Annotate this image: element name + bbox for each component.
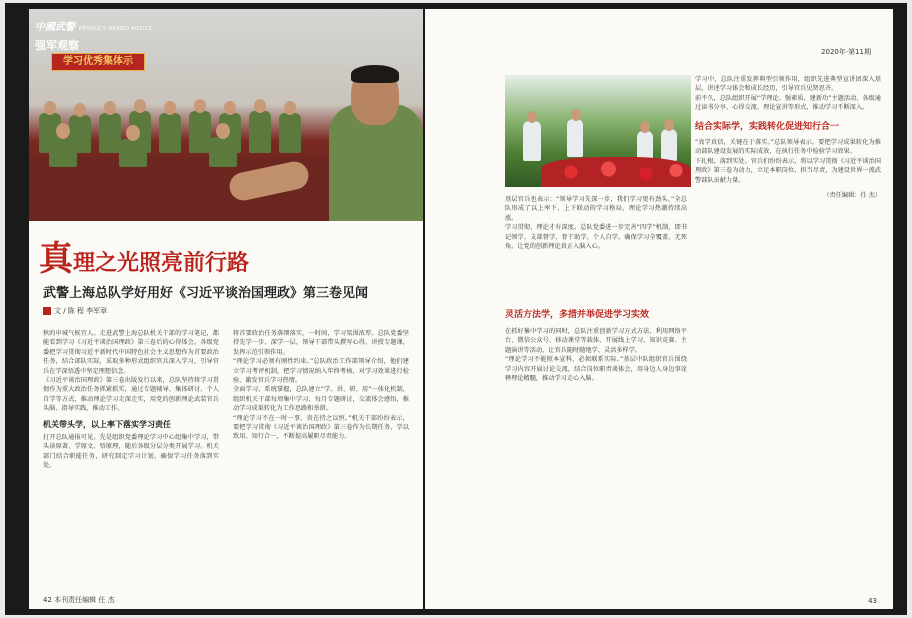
magazine-subtitle: PEOPLE'S ARMED POLICE <box>79 26 153 32</box>
masthead <box>35 15 152 53</box>
paragraph: “真学真信，关键在于落实。”总队领导表示，要把学习成果转化为推动部队建设发展的实际成效，在执行任务中检验学习效果。 下扎根，落到实处。官兵们纷纷表示，将以学习贯彻《习近平谈治国理政》第三卷为动力，立足本职岗位，担当尽责，为建设世界一流武警部队贡献力量。 <box>695 139 881 184</box>
right-page <box>425 9 893 609</box>
byline-marker-icon <box>43 307 51 315</box>
article-title <box>39 231 249 280</box>
paragraph: 将首要政治任务落细落实，一时间，学习氛围浓厚。总队党委坚持先学一步、深学一层，领导干部带头撰写心得、讲授专题课，发挥示范引领作用。 “理论学习必须有刚性约束。”总队政治工作部领导介绍，他们建立学习考评机制，把学习情况纳入年终考核，对学习效果进行检验，激发官兵学习热情。 全面学习、系统掌握，总队建立“学、讲、研、用”一体化机制，组织机关干部每周集中学习、每月专题研讨，交流体会感悟，推动学习成果转化为工作思路和举措。 “理论学习不在一时一事，贵在持之以恒。”机关干部纷纷表示，要把学习贯彻《习近平谈治国理政》第三卷作为长期任务，学以致用、知行合一，不断提高履职尽责能力。 <box>233 330 409 441</box>
left-page <box>29 9 423 609</box>
title-initial: 真 <box>39 239 73 279</box>
paragraph: 秋的申城气候宜人。走进武警上海总队机关干部的学习笔记，都能看到学习《习近平谈治国理政》第三卷后的心得体会。各级党委把学习贯彻习近平新时代中国特色社会主义思想作为首要政治任务，结合部队实际，采取多种形式组织官兵深入学习，引导官兵在学深悟透中坚定理想信念。 《习近平谈治国理政》第三卷出版发行以来，总队坚持将学习贯彻作为重大政治任务抓紧抓实，通过专题辅导、集体研讨、个人自学等方式，推动理论学习走深走实，用党的创新理论武装官兵头脑、指导实践、推动工作。 <box>43 330 219 413</box>
section-heading: 机关带头学，以上率下落实学习责任 <box>43 419 171 429</box>
spread-frame <box>5 3 907 615</box>
section-label: 强军观察 <box>35 39 79 52</box>
editor-credit: （责任编辑：任 杰） <box>823 192 881 200</box>
page-footer-right: 43 <box>868 597 877 605</box>
section-heading: 灵活方法学，多措并举促进学习实效 <box>505 310 650 320</box>
paragraph: 基层官兵也表示：“领导学习先深一步，我们学习更有劲头。”全总队形成了以上率下、上下联动的学习格局，理论学习热潮持续高涨。 学习贯彻，理论才有深度。总队党委进一步完善“四学”机制，即书记领学、支部督学、骨干助学、个人自学，确保学习全覆盖、无死角，让党的创新理论真正入脑入心。 <box>505 196 687 251</box>
paragraph: 在抓好集中学习的同时，总队注重创新学习方式方法，利用网络平台、微信公众号、移动课堂等载体，开展线上学习、知识竞赛、主题演讲等活动，让官兵随时随地学、灵活多样学。 “理论学习不能照本宣科，必须联系实际。”基层中队组织官兵围绕学习内容开展讨论交流，结合岗位职责谈体会，用身边人身边事诠释理论精髓，推动学习走心入脑。 <box>505 328 687 383</box>
right-column-2 <box>695 75 881 200</box>
section-heading-wrap <box>505 307 649 326</box>
issue-label: 2020年·第11期 <box>821 48 871 56</box>
banner-text: 学习优秀集体示 <box>63 56 133 67</box>
magazine-brand: 中國武警 <box>35 22 75 33</box>
garden-photo <box>505 75 691 187</box>
left-column-1 <box>43 329 219 471</box>
page-footer-left: 42 本刊责任编辑 任 杰 <box>43 596 115 604</box>
byline-text: 文 / 陈 程 李军章 <box>54 307 108 315</box>
title-text: 理之光照亮前行路 <box>73 250 250 276</box>
paragraph: 学习中，总队注重发挥典型引领作用，组织先进典型宣讲团深入基层，讲述学习体会和成长经历，引导官兵见贤思齐。 前不久，总队组织开展“学理论、强素质、建新功”主题活动，各级通过读书分享、心得交流、理论宣讲等形式，推动学习不断深入。 <box>695 76 881 112</box>
left-column-2 <box>233 329 409 442</box>
red-banner <box>51 53 145 71</box>
right-column-1-bottom <box>505 327 687 383</box>
right-column-1-top <box>505 195 687 251</box>
byline <box>43 306 107 316</box>
paragraph: 打开总队通报可见，先是组织党委理论学习中心组集中学习，带头读原著、学原文、悟原理，随后各级分层分类开展学习。机关部门结合职能任务，研究制定学习计划，确保学习任务落到实处。 <box>43 434 219 470</box>
lead-photo <box>29 9 423 221</box>
section-heading: 结合实际学，实践转化促进知行合一 <box>695 121 840 132</box>
article-subtitle: 武警上海总队学好用好《习近平谈治国理政》第三卷见闻 <box>43 286 369 301</box>
